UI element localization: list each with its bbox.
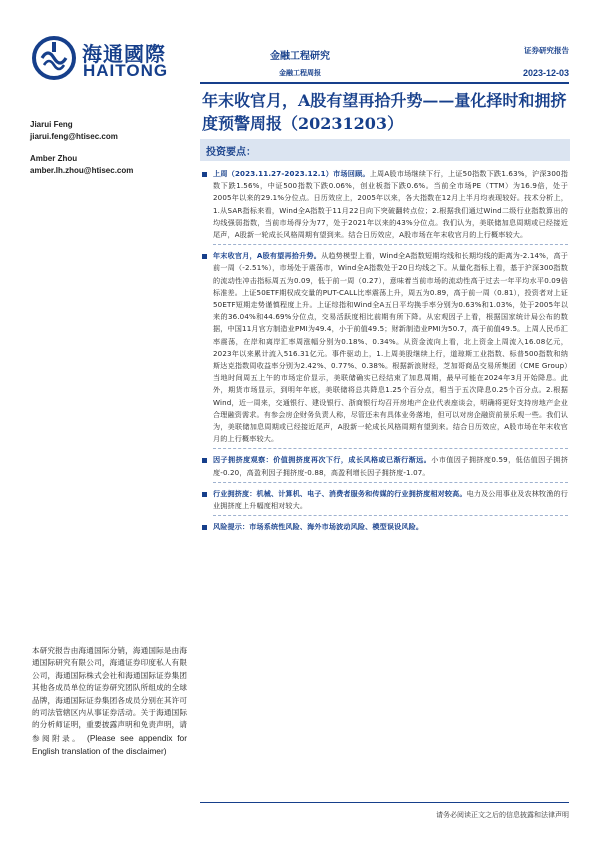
haitong-emblem-icon <box>32 36 76 80</box>
key-points-label: 投资要点： <box>206 147 256 158</box>
logo-name-en: HAITONG <box>83 61 169 80</box>
list-item <box>202 250 568 449</box>
bullet-square-icon <box>202 458 207 463</box>
list-item <box>202 521 568 533</box>
author-block-2 <box>30 153 133 177</box>
item-lead: 风险提示：市场系统性风险、海外市场波动风险、模型误设风险。 <box>213 522 424 532</box>
list-item <box>202 488 568 516</box>
header-date: 2023-12-03 <box>522 68 569 78</box>
item-lead: 年末收官月，A股有望再拾升势。 <box>213 251 322 261</box>
divider <box>213 448 568 449</box>
author-email[interactable]: jiarui.feng@htisec.com <box>30 132 118 141</box>
header-divider <box>200 82 569 84</box>
divider <box>213 482 568 483</box>
disclaimer <box>32 645 187 759</box>
item-text: 上周A股市场继续下行，上证50指数下跌1.63%，沪深300指数下跌1.56%，中证500指数下跌0.06%，创业板指下跌0.6%。当前全市场PE（TTM）为16.9倍，处于2005年以来的29.1%分位点。日历效应上，2005年以来，各大指数在12月上半月均表现较好。技术分析上，1.从SAR指标来看，Wind全A指数于11月22日向下突破翻转点位；2.根据我们通过Wind二级行业指数算出的均线强弱指数，当前市场得分为77，处于2021年以来的43%分位点。我们认为，美联储加息周期或已经接近尾声，A股新一轮成长风格周期有望到来。结合日历效应，A股市场在年末收官月的上行概率较大。 <box>213 169 568 240</box>
footer-divider <box>200 802 569 803</box>
header-sub: 金融工程周报 <box>279 69 321 77</box>
author-name: Jiarui Feng <box>30 120 73 129</box>
bullet-square-icon <box>202 172 207 177</box>
divider <box>213 515 568 516</box>
bullet-square-icon <box>202 525 207 530</box>
divider <box>213 244 568 245</box>
footer-note: 请务必阅读正文之后的信息披露和法律声明 <box>436 811 569 819</box>
item-lead: 因子拥挤度观察：价值拥挤度再次下行，成长风格或已渐行渐远。 <box>213 455 432 465</box>
bullet-square-icon <box>202 254 207 259</box>
list-item <box>202 454 568 482</box>
bullet-square-icon <box>202 492 207 497</box>
item-lead: 行业拥挤度：机械、计算机、电子、消费者服务和传媒的行业拥挤度相对较高。 <box>213 488 467 498</box>
author-email[interactable]: amber.lh.zhou@htisec.com <box>30 166 134 175</box>
item-text: 电力及公用事业及农林牧渔的行业拥挤度上升幅度相对较大。 <box>213 488 569 511</box>
key-points-header <box>200 139 570 161</box>
item-text: 从趋势模型上看，Wind全A指数短期均线和长期均线的距离为-2.14%，高于前一周（-2.51%），市场处于震荡市，Wind全A指数处于20日均线之下。从量化指标上看，基于沪深300指数的流动性冲击指标周五为0.09，低于前一周（0.27），意味着当前市场的流动性高于过去一年平均水平0.09倍标准差。上证50ETF期权成交量的PUT-CALL比率震荡上升，周五为0.89，高于前一周（0.81），投资者对上证50ETF短期走势谨慎程度上升。上证综指和Wind全A五日平均换手率分别为0.63%和1.03%，处于2005年以来的36.04%和44.69%分位点，交易活跃度相比前期有所下降。从宏观因子上看，根据国家统计局公布的数据，中国11月官方制造业PMI为49.4，小于前值49.5；财新制造业PMI为50.7，高于前值49.5。上周人民币汇率震荡，在岸和离岸汇率周涨幅分别为0.18%、0.34%。从资金流向上看，北上资金上周流入16.08亿元，2023年以来累计流入516.31亿元。事件驱动上，1.上周美股继续上行，道琼斯工业指数、标普500指数和纳斯达克指数周收益率分别为2.42%、0.77%、0.38%。根据新浪财经，芝加哥商品交易所集团（CME Group）当地时间周五上午的市场定价显示，美联储确实已经结束了加息周期，最早可能在2024年3月开始降息。此外，期货市场显示，到明年年底，美联储将总共降息1.25个百分点，相当于五次降息0.25个百分点。2.根据Wind，近一周来，交通银行、建设银行、浙商银行均召开房地产企业代表座谈会，明确将更好支持房地产企业合理融资需求。有参会房企财务负责人称，尽管还未有具体业务落地，但可以对房企融资前景乐观一些。我们认为，美联储加息周期或已经接近尾声，A股新一轮成长风格周期有望到来。结合日历效应，A股市场在年末收官月的上行概率较大。 <box>213 251 568 444</box>
disclaimer-cn: 本研究报告由海通国际分销，海通国际是由海通国际研究有限公司，海通证券印度私人有限公司，海通国际株式会社和海通国际证券集团其他各成员单位的证券研究团队所组成的全球品牌，海通国际证券集团各成员分别在其许可的司法管辖区内从事证券活动。关于海通国际的分析师证明，重要披露声明和免责声明，请参阅附录。 <box>32 646 187 743</box>
list-item <box>202 168 568 245</box>
report-title: 年末收官月，A股有望再拾升势——量化择时和拥挤度预警周报（20231203） <box>202 91 567 133</box>
item-text: 小市值因子拥挤度0.59，低估值因子拥挤度-0.20，高盈利因子拥挤度-0.88，高盈利增长因子拥挤度-1.07。 <box>213 455 568 477</box>
item-lead: 上周（2023.11.27-2023.12.1）市场回顾。 <box>213 169 370 178</box>
key-points-list <box>202 168 568 536</box>
disclaimer-en: (Please see appendix for English translation of the disclaimer) <box>32 732 187 757</box>
header-dept: 金融工程研究 <box>270 51 330 62</box>
header-report-type: 证券研究报告 <box>524 46 569 55</box>
logo-name-cn: 海通國際 <box>82 42 166 66</box>
haitong-logo <box>32 36 212 80</box>
author-name: Amber Zhou <box>30 154 78 163</box>
author-block-1 <box>30 119 118 143</box>
